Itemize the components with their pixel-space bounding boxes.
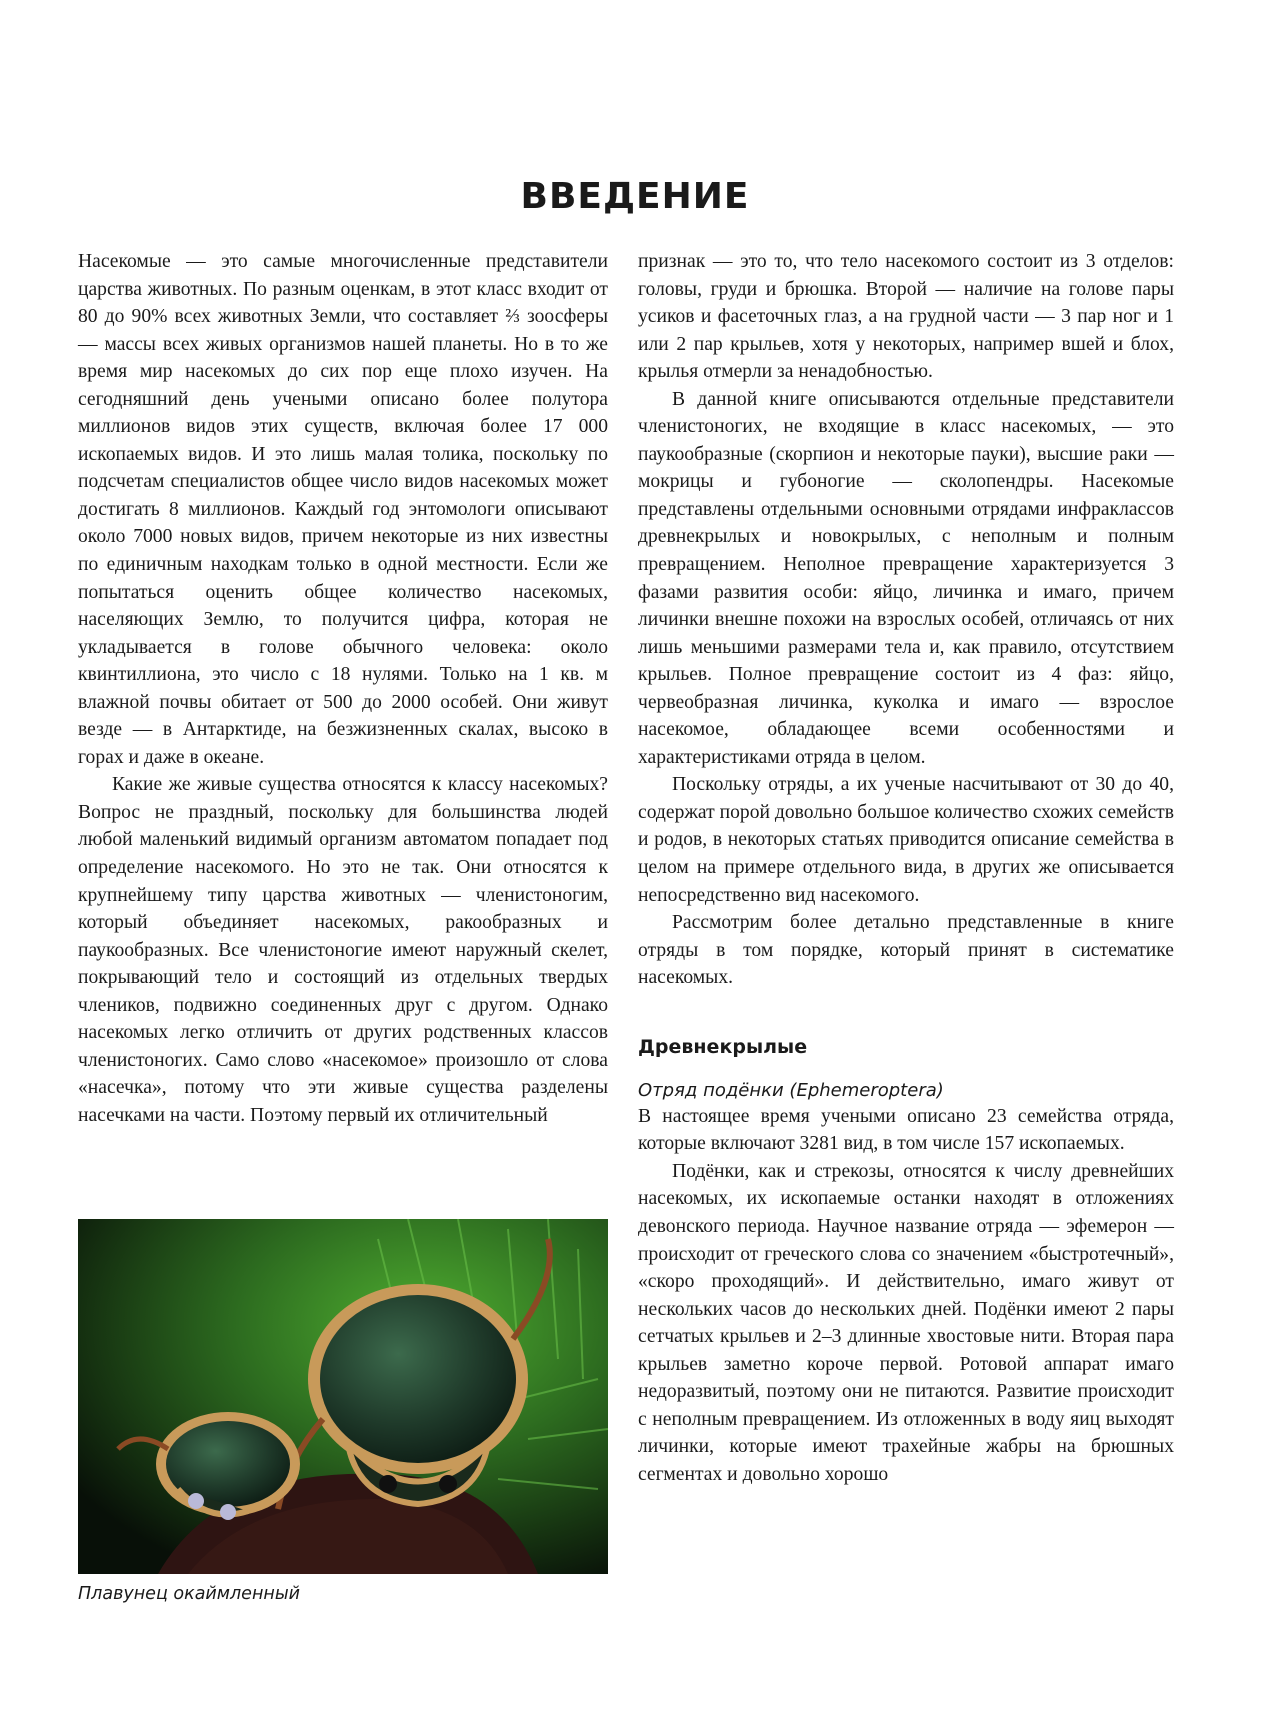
paragraph: Подёнки, как и стрекозы, относятся к числу древнейших насекомых, их ископаемые останки находят в отложениях девонского периода. Научное название отряда — эфемерон — происходит от греческого слова со значением «быстротечный», «скоро проходящий». И действительно, имаго живут от нескольких часов до нескольких дней. Подёнки имеют 2 пары сетчатых крыльев и 2–3 длинные хвостовые нити. Вторая пара крыльев заметно короче первой. Ротовой аппарат имаго недоразвитый, поэтому они не питаются. Развитие происходит с неполным превращением. Из отложенных в воду яиц выходят личинки, которые имеют трахейные жабры на брюшных сегментах и довольно хорошо (638, 1160, 1174, 1485)
left-column (78, 248, 608, 1130)
section-heading: Древнекрылые (638, 1035, 808, 1058)
paragraph: Поскольку отряды, а их ученые насчитывают от 30 до 40, содержат порой довольно большое количество схожих семейств и родов, в некоторых статьях приводится описание семейства в целом на примере отдельного вида, в других же описывается непосредственно вид насекомого. (638, 774, 1174, 906)
page-title: ВВЕДЕНИЕ (520, 176, 750, 217)
paragraph: В данной книге описываются отдельные представители членистоногих, не входящие в класс насекомых, — это паукообразные (скорпион и некоторые пауки), высшие раки — мокрицы и губоногие — сколопендры. Насекомые представлены отдельными основными отрядами инфраклассов древнекрылых и новокрылых, с неполным и полным превращением. Неполное превращение характеризуется 3 фазами развития особи: яйцо, личинка и имаго, причем личинки внешне похожи на взрослых особей, отличаясь от них лишь меньшими размерами тела и, как правило, отсутствием крыльев. Полное превращение состоит из 4 фаз: яйцо, червеобразная личинка, куколка и имаго — взрослое насекомое, обладающее всеми особенностями и характеристиками отряда в целом. (638, 388, 1174, 768)
photo-caption: Плавунец окаймленный (78, 1584, 301, 1604)
paragraph: признак — это то, что тело насекомого состоит из 3 отделов: головы, груди и брюшка. Второй — наличие на голове пары усиков и фасеточных глаз, а на грудной части — 3 пар ног и 1 или 2 пар крыльев, хотя у некоторых, например вшей и блох, крылья отмерли за ненадобностью. (638, 251, 1174, 383)
paragraph: Насекомые — это самые многочисленные представители царства животных. По разным оценкам, в этот класс входит от 80 до 90% всех животных Земли, что составляет ⅔ зоосферы — массы всех живых организмов нашей планеты. Но в то же время мир насекомых до сих пор еще плохо изучен. На сегодняшний день учеными описано более полутора миллионов видов этих существ, включая более 17 000 ископаемых видов. И это лишь малая толика, поскольку по подсчетам специалистов общее число видов насекомых может достигать 8 миллионов. Каждый год энтомологи описывают около 7000 новых видов, причем некоторые из них известны по единичным находкам только в одной местности. Если же попытаться оценить общее количество насекомых, населяющих Землю, то получится цифра, которая не укладывается в голове обычного человека: около квинтиллиона, это число с 18 нулями. Только на 1 кв. м влажной почвы обитает от 500 до 2000 особей. Они живут везде — в Антарктиде, на безжизненных скалах, высоко в горах и даже в океане. (78, 251, 608, 768)
paragraph: В настоящее время учеными описано 23 семейства отряда, которые включают 3281 вид, в том числе 157 ископаемых. (638, 1105, 1174, 1155)
beetle-photo (78, 1219, 608, 1574)
beetle-illustration (78, 1219, 608, 1574)
paragraph: Рассмотрим более детально представленные в книге отряды в том порядке, который принят в систематике насекомых. (638, 912, 1174, 989)
order-heading: Отряд подёнки (Ephemeroptera) (638, 1079, 944, 1101)
right-column (638, 248, 1174, 1488)
paragraph: Какие же живые существа относятся к классу насекомых? Вопрос не праздный, поскольку для большинства людей любой маленький видимый организм автоматом попадает под определение насекомого. Но это не так. Они относятся к крупнейшему типу царства животных — членистоногим, который объединяет насекомых, ракообразных и паукообразных. Все членистоногие имеют наружный скелет, покрывающий тело и состоящий из отдельных твердых члеников, подвижно соединенных друг с другом. Однако насекомых легко отличить от других родственных классов членистоногих. Само слово «насекомое» произошло от слова «насечка», потому что эти живые существа разделены насечками на части. Поэтому первый их отличительный (78, 774, 608, 1126)
